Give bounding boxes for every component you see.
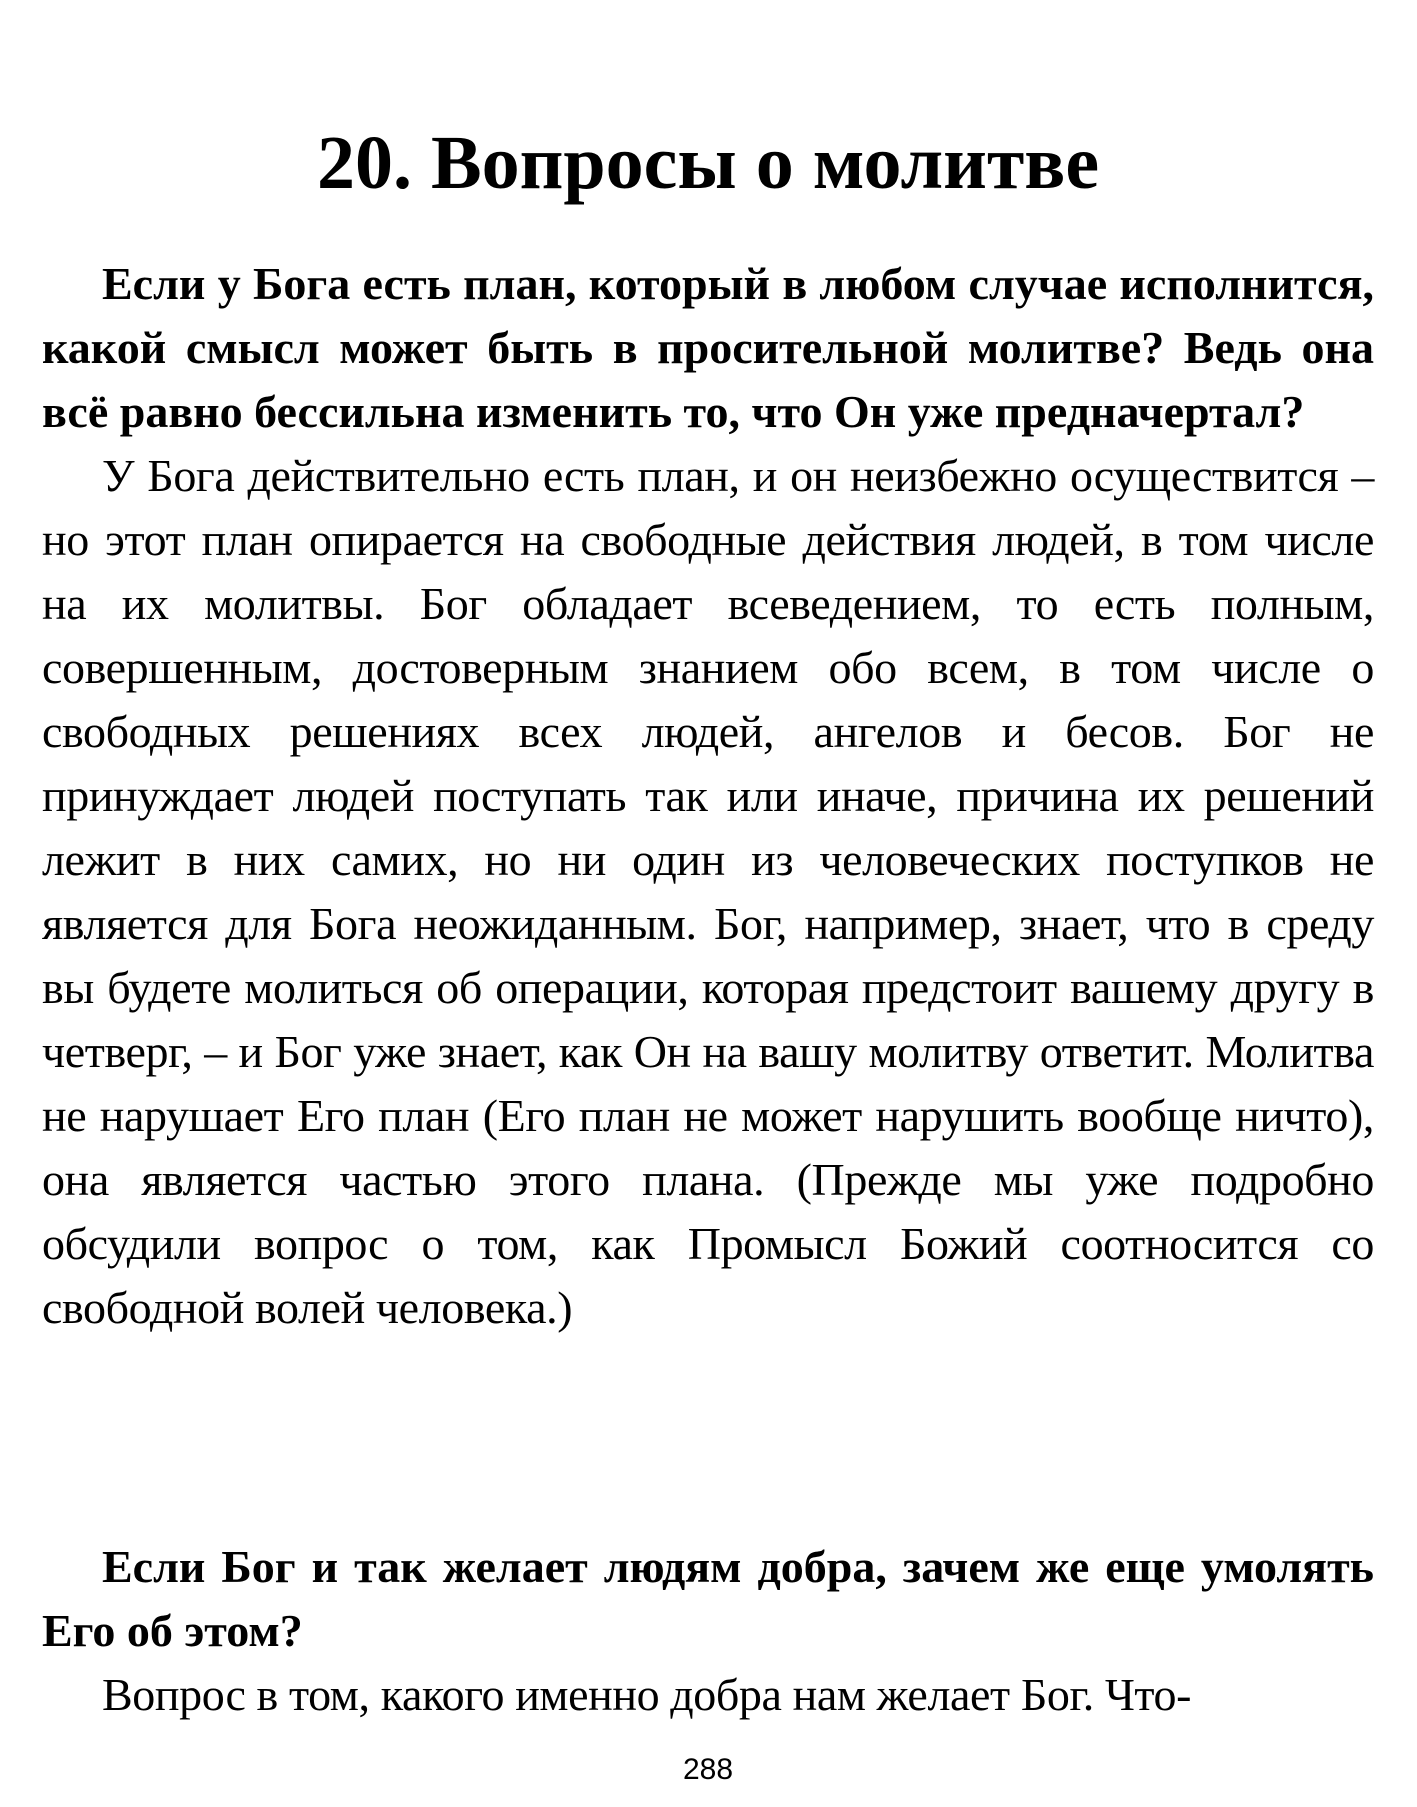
- page-number: 288: [682, 1753, 734, 1786]
- qa-section-1: [42, 252, 1374, 1340]
- qa-section-2: [42, 1535, 1374, 1727]
- answer-paragraph: У Бога действительно есть план, и он неизбежно осуществится – но этот план опирается на свободные действия людей, в том числе на их молитвы. Бог обладает всеведением, то есть полным, совершенным, достоверным знанием обо всем, в том числе о свободных решениях всех людей, ангелов и бесов. Бог не принуждает людей поступать так или иначе, причина их решений лежит в них самих, но ни один из человеческих поступков не является для Бога неожиданным. Бог, например, знает, что в среду вы будете молиться об операции, которая предстоит вашему другу в четверг, – и Бог уже знает, как Он на вашу молитву ответит. Молитва не нарушает Его план (Его план не может нарушить вообще ничто), она является частью этого плана. (Прежде мы уже подробно обсудили вопрос о том, как Промысл Божий соотносится со свободной волей человека.): [42, 450, 1374, 1333]
- document-page: [42, 0, 1374, 1807]
- question-paragraph: Если Бог и так желает людям добра, зачем же еще умолять Его об этом?: [42, 1541, 1374, 1656]
- answer-paragraph: Вопрос в том, какого именно добра нам желает Бог. Что-: [102, 1669, 1192, 1720]
- chapter-title: 20. Вопросы о молитве: [316, 121, 1100, 205]
- question-paragraph: Если у Бога есть план, который в любом случае исполнится, какой смысл может быть в просительной молитве? Ведь она всё равно бессильна изменить то, что Он уже предначертал?: [42, 258, 1374, 437]
